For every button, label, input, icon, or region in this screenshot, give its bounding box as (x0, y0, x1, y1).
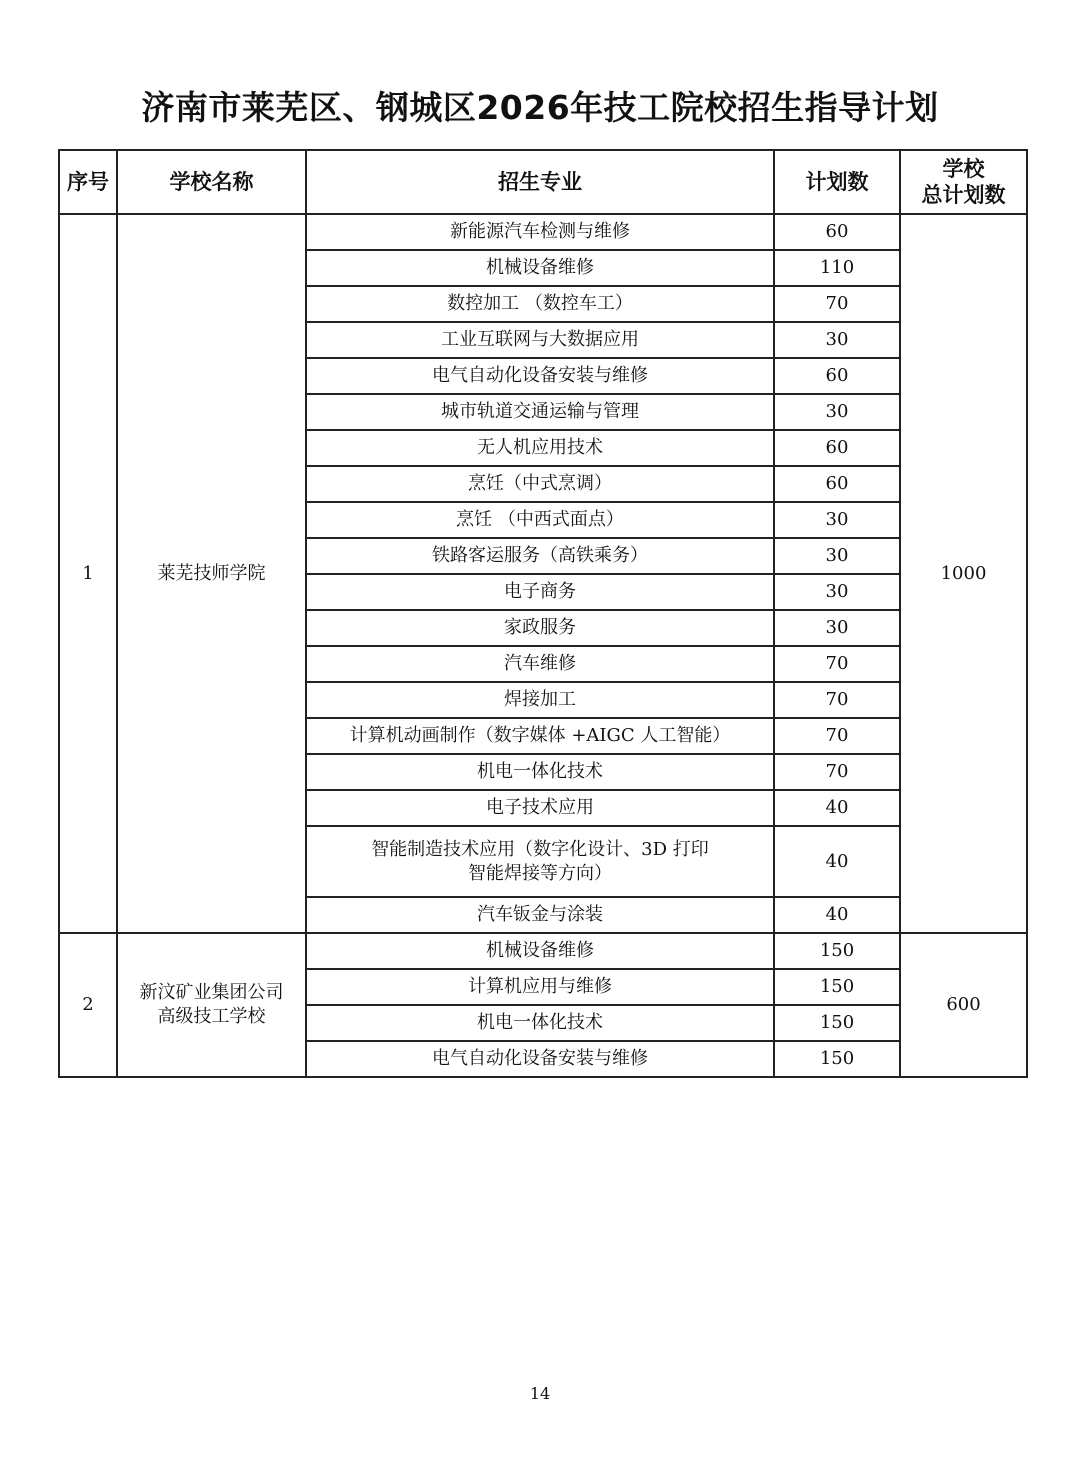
major-name-cell (306, 250, 774, 286)
page-title: 济南市莱芜区、钢城区2026年技工院校招生指导计划 (141, 88, 939, 127)
plan-count-cell: 30 (774, 610, 900, 646)
major-name-line: 智能焊接等方向） (468, 862, 612, 884)
major-name-line: 家政服务 (504, 617, 576, 638)
plan-count-cell: 30 (774, 574, 900, 610)
plan-count-cell: 40 (774, 897, 900, 933)
major-name-cell (306, 322, 774, 358)
plan-count-cell: 70 (774, 646, 900, 682)
major-name-cell (306, 358, 774, 394)
major-name-line: 焊接加工 (504, 689, 576, 710)
plan-count-cell: 40 (774, 790, 900, 826)
school-name-line: 莱芜技师学院 (157, 562, 266, 584)
plan-count-cell: 30 (774, 502, 900, 538)
major-name-line: 无人机应用技术 (477, 437, 603, 458)
major-name-cell (306, 502, 774, 538)
major-name-cell (306, 214, 774, 250)
major-name-line: 智能制造技术应用（数字化设计、3D 打印 (371, 838, 709, 860)
major-name-cell (306, 754, 774, 790)
plan-count-cell: 110 (774, 250, 900, 286)
table-header-row (59, 150, 1027, 214)
plan-count-cell: 150 (774, 1005, 900, 1041)
school-seq-cell: 2 (59, 933, 117, 1077)
school-name-cell (117, 214, 306, 933)
major-name-line: 机电一体化技术 (477, 761, 603, 782)
major-name-cell (306, 610, 774, 646)
header-school-name: 学校名称 (117, 150, 306, 214)
plan-count-cell: 30 (774, 538, 900, 574)
plan-count-cell: 70 (774, 682, 900, 718)
major-name-line: 烹饪（中式烹调） (468, 473, 612, 494)
major-name-cell (306, 933, 774, 969)
major-name-line: 计算机动画制作（数字媒体 +AIGC 人工智能） (349, 725, 731, 746)
major-name-cell (306, 682, 774, 718)
major-name-cell (306, 969, 774, 1005)
major-name-line: 工业互联网与大数据应用 (441, 329, 639, 350)
major-name-line: 汽车维修 (504, 653, 576, 674)
header-major: 招生专业 (306, 150, 774, 214)
header-school-total-line2: 总计划数 (921, 183, 1006, 207)
plan-count-cell: 70 (774, 754, 900, 790)
plan-count-cell: 70 (774, 286, 900, 322)
major-name-cell (306, 1005, 774, 1041)
major-name-line: 城市轨道交通运输与管理 (441, 401, 639, 422)
major-name-line: 汽车钣金与涂装 (477, 904, 603, 925)
major-name-cell (306, 897, 774, 933)
school-name-line: 高级技工学校 (157, 1006, 266, 1027)
table-body (59, 214, 1027, 1077)
table-row (59, 933, 1027, 969)
major-name-line: 数控加工 （数控车工） (447, 293, 633, 314)
school-name-cell (117, 933, 306, 1077)
major-name-cell (306, 826, 774, 897)
plan-count-cell: 150 (774, 1041, 900, 1077)
major-name-line: 电子商务 (504, 581, 576, 602)
major-name-cell (306, 790, 774, 826)
major-name-line: 机械设备维修 (486, 257, 594, 278)
plan-count-cell: 30 (774, 322, 900, 358)
header-school-total (900, 150, 1027, 214)
major-name-line: 机电一体化技术 (477, 1012, 603, 1033)
enrollment-plan-table (58, 149, 1028, 1078)
table-row (59, 214, 1027, 250)
major-name-line: 计算机应用与维修 (468, 976, 612, 997)
plan-count-cell: 150 (774, 933, 900, 969)
page-number: 14 (529, 1384, 551, 1403)
plan-count-cell: 60 (774, 214, 900, 250)
major-name-line: 电气自动化设备安装与维修 (432, 365, 648, 386)
major-name-cell (306, 538, 774, 574)
plan-count-cell: 40 (774, 826, 900, 897)
plan-count-cell: 70 (774, 718, 900, 754)
major-name-cell (306, 286, 774, 322)
major-name-cell (306, 718, 774, 754)
major-name-line: 电气自动化设备安装与维修 (432, 1048, 648, 1069)
major-name-cell (306, 1041, 774, 1077)
plan-count-cell: 60 (774, 466, 900, 502)
school-name-line: 新汶矿业集团公司 (139, 982, 284, 1003)
plan-count-cell: 150 (774, 969, 900, 1005)
major-name-line: 新能源汽车检测与维修 (450, 221, 630, 242)
major-name-line: 烹饪 （中西式面点） (456, 509, 624, 530)
major-name-cell (306, 646, 774, 682)
header-seq: 序号 (59, 150, 117, 214)
header-school-total-line1: 学校 (942, 157, 985, 181)
plan-count-cell: 60 (774, 430, 900, 466)
school-seq-cell: 1 (59, 214, 117, 933)
plan-count-cell: 30 (774, 394, 900, 430)
major-name-cell (306, 430, 774, 466)
major-name-cell (306, 466, 774, 502)
major-name-cell (306, 574, 774, 610)
major-name-cell (306, 394, 774, 430)
major-name-line: 电子技术应用 (486, 797, 594, 818)
header-plan-count: 计划数 (774, 150, 900, 214)
major-name-line: 机械设备维修 (486, 940, 594, 961)
major-name-line: 铁路客运服务（高铁乘务） (432, 545, 648, 566)
plan-count-cell: 60 (774, 358, 900, 394)
school-total-cell: 1000 (900, 214, 1027, 933)
school-total-cell: 600 (900, 933, 1027, 1077)
